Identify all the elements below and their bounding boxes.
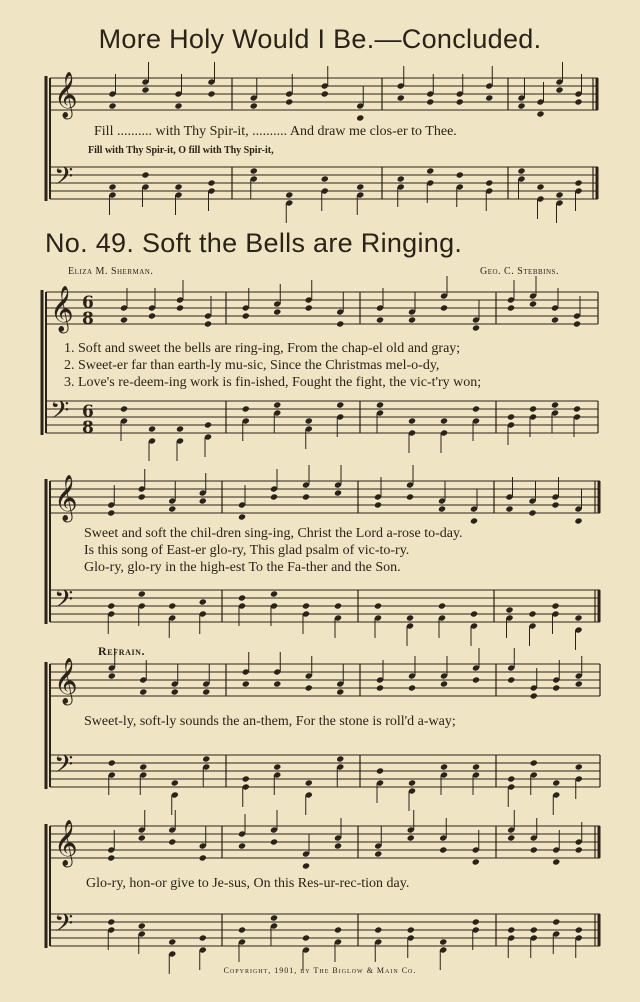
note-head: [138, 834, 146, 841]
note-head: [107, 509, 115, 516]
verse-2-line-2: Is this song of East-er glo-ry, This glad psalm of vic-to-ry.: [84, 543, 410, 558]
note-head: [470, 517, 478, 524]
note-head: [408, 779, 416, 786]
continued-alto-lyric: Fill with Thy Spir-it, O fill with Thy Spir-it,: [88, 145, 274, 156]
note-head: [171, 688, 179, 695]
bass-clef-icon: 𝄢: [50, 396, 70, 431]
note-head: [270, 590, 278, 597]
note-head: [575, 680, 583, 687]
note-head: [397, 94, 405, 101]
note-head: [574, 98, 582, 105]
note-head: [168, 505, 176, 512]
treble-clef-icon: 𝄞: [54, 72, 78, 118]
bass-clef-icon: 𝄢: [54, 909, 74, 944]
treble-clef-icon: 𝄞: [54, 820, 78, 866]
note-head: [376, 316, 384, 323]
note-head: [302, 934, 310, 941]
treble-clef-icon: 𝄞: [50, 286, 74, 332]
note-head: [536, 110, 544, 117]
note-head: [407, 926, 415, 933]
note-head: [242, 775, 250, 782]
note-head: [334, 926, 342, 933]
note-head: [574, 614, 582, 621]
note-head: [472, 763, 480, 770]
note-head: [485, 94, 493, 101]
note-head: [472, 858, 480, 865]
note-head: [456, 98, 464, 105]
note-head: [507, 775, 515, 782]
note-head: [485, 179, 493, 186]
note-head: [285, 98, 293, 105]
note-head: [120, 316, 128, 323]
note-head: [507, 676, 515, 683]
note-head: [302, 862, 310, 869]
note-head: [139, 688, 147, 695]
note-head: [242, 312, 250, 319]
note-head: [107, 918, 115, 925]
note-head: [199, 854, 207, 861]
bass-clef-icon: 𝄢: [54, 162, 74, 197]
note-head: [273, 308, 281, 315]
note-head: [517, 102, 525, 109]
note-head: [552, 858, 560, 865]
note-head: [285, 191, 293, 198]
note-head: [507, 926, 515, 933]
note-head: [530, 759, 538, 766]
note-head: [426, 98, 434, 105]
continued-lyric-line: Fill .......... with Thy Spir-it, .......... And draw me clos-er to Thee.: [94, 124, 457, 139]
note-head: [575, 926, 583, 933]
note-head: [270, 493, 278, 500]
note-head: [336, 688, 344, 695]
treble-clef-icon: 𝄞: [54, 658, 78, 704]
note-head: [530, 846, 538, 853]
note-head: [176, 425, 184, 432]
refrain-line-2: Glo-ry, hon-or give to Je-sus, On this Res-ur-rec-tion day.: [86, 876, 410, 891]
note-head: [139, 763, 147, 770]
note-head: [438, 602, 446, 609]
note-head: [242, 405, 250, 412]
verse-3-line-1: 3. Love's re-deem-ing work is fin-ished, Fought the fight, the vic-t'ry won;: [64, 375, 482, 390]
note-head: [270, 838, 278, 845]
note-head: [536, 183, 544, 190]
note-head: [408, 417, 416, 424]
note-head: [141, 86, 149, 93]
note-head: [472, 676, 480, 683]
note-head: [176, 304, 184, 311]
note-head: [171, 779, 179, 786]
note-head: [529, 405, 537, 412]
note-head: [302, 602, 310, 609]
note-head: [107, 602, 115, 609]
time-signature-top: 6: [82, 293, 94, 313]
note-head: [517, 167, 525, 174]
note-head: [238, 594, 246, 601]
note-head: [397, 175, 405, 182]
note-head: [305, 304, 313, 311]
note-head: [376, 684, 384, 691]
note-head: [336, 401, 344, 408]
note-head: [374, 926, 382, 933]
note-head: [555, 86, 563, 93]
note-head: [356, 183, 364, 190]
note-head: [107, 854, 115, 861]
note-head: [250, 102, 258, 109]
note-head: [108, 183, 116, 190]
note-head: [470, 610, 478, 617]
note-head: [138, 590, 146, 597]
note-head: [334, 842, 342, 849]
note-head: [138, 922, 146, 929]
note-head: [456, 171, 464, 178]
note-head: [530, 692, 538, 699]
note-head: [174, 102, 182, 109]
treble-clef-icon: 𝄞: [54, 475, 78, 521]
note-head: [334, 602, 342, 609]
note-head: [472, 324, 480, 331]
refrain-label: Refrain.: [98, 644, 146, 658]
note-head: [440, 304, 448, 311]
note-head: [356, 114, 364, 121]
note-head: [138, 493, 146, 500]
time-signature-top: 6: [82, 402, 94, 422]
note-head: [507, 413, 515, 420]
note-head: [202, 755, 210, 762]
note-head: [439, 846, 447, 853]
note-head: [199, 497, 207, 504]
note-head: [552, 684, 560, 691]
note-head: [108, 759, 116, 766]
note-head: [439, 938, 447, 945]
note-head: [148, 425, 156, 432]
note-head: [406, 493, 414, 500]
composer-credit: Geo. C. Stebbins.: [480, 266, 559, 277]
note-head: [168, 938, 176, 945]
note-head: [374, 501, 382, 508]
note-head: [207, 90, 215, 97]
note-head: [574, 179, 582, 186]
note-head: [321, 90, 329, 97]
note-head: [555, 191, 563, 198]
note-head: [238, 926, 246, 933]
refrain-line-1: Sweet-ly, soft-ly sounds the an-them, For the stone is roll'd a-way;: [84, 714, 456, 729]
note-head: [528, 610, 536, 617]
note-head: [376, 401, 384, 408]
verse-1-line-2: Sweet and soft the chil-dren sing-ing, Christ the Lord a-rose to-day.: [84, 526, 463, 541]
note-head: [406, 614, 414, 621]
note-head: [551, 602, 559, 609]
note-head: [408, 316, 416, 323]
note-head: [530, 926, 538, 933]
note-head: [238, 842, 246, 849]
note-head: [472, 405, 480, 412]
note-head: [440, 680, 448, 687]
verse-3-line-2: Glo-ry, glo-ry in the high-est To the Fa-ther and the Son.: [84, 560, 401, 575]
note-head: [575, 763, 583, 770]
note-head: [141, 171, 149, 178]
note-head: [273, 401, 281, 408]
note-head: [551, 401, 559, 408]
note-head: [273, 763, 281, 770]
note-head: [242, 680, 250, 687]
note-head: [574, 517, 582, 524]
note-head: [507, 304, 515, 311]
note-head: [270, 914, 278, 921]
note-head: [168, 602, 176, 609]
note-head: [336, 320, 344, 327]
note-head: [438, 505, 446, 512]
note-head: [207, 179, 215, 186]
note-head: [374, 850, 382, 857]
continued-hymn-title: More Holy Would I Be.—Concluded.: [98, 24, 542, 54]
verse-1-line-1: 1. Soft and sweet the bells are ring-ing, From the chap-el old and gray;: [64, 341, 461, 356]
note-head: [305, 417, 313, 424]
note-head: [238, 513, 246, 520]
lyricist-credit: Eliza M. Sherman.: [68, 266, 154, 277]
bass-clef-icon: 𝄢: [54, 750, 74, 785]
note-head: [168, 838, 176, 845]
note-head: [273, 680, 281, 687]
verse-2-line-1: 2. Sweet-er far than earth-ly mu-sic, Since the Christmas mel-o-dy,: [64, 358, 440, 373]
note-head: [120, 405, 128, 412]
note-head: [108, 672, 116, 679]
note-head: [199, 598, 207, 605]
note-head: [575, 846, 583, 853]
note-head: [472, 918, 480, 925]
note-head: [199, 934, 207, 941]
hymn-title: No. 49. Soft the Bells are Ringing.: [45, 228, 463, 258]
note-head: [505, 505, 513, 512]
copyright-notice: Copyright, 1901, by The Biglow & Main Co.: [223, 966, 417, 975]
note-head: [529, 300, 537, 307]
note-head: [250, 167, 258, 174]
bass-clef-icon: 𝄢: [54, 585, 74, 620]
note-head: [202, 688, 210, 695]
note-head: [408, 684, 416, 691]
note-head: [305, 684, 313, 691]
note-head: [174, 183, 182, 190]
note-head: [440, 763, 448, 770]
note-head: [407, 834, 415, 841]
note-head: [204, 320, 212, 327]
note-head: [573, 320, 581, 327]
note-head: [204, 421, 212, 428]
note-head: [551, 316, 559, 323]
note-head: [336, 755, 344, 762]
note-head: [551, 501, 559, 508]
note-head: [552, 918, 560, 925]
note-head: [573, 405, 581, 412]
note-head: [552, 779, 560, 786]
note-head: [374, 602, 382, 609]
time-signature-bottom: 8: [82, 309, 94, 329]
note-head: [376, 767, 384, 774]
note-head: [505, 606, 513, 613]
note-head: [507, 834, 515, 841]
note-head: [426, 167, 434, 174]
note-head: [321, 175, 329, 182]
note-head: [440, 417, 448, 424]
note-head: [305, 779, 313, 786]
note-head: [108, 102, 116, 109]
note-head: [528, 509, 536, 516]
time-signature-bottom: 8: [82, 418, 94, 438]
note-head: [302, 493, 310, 500]
note-head: [148, 312, 156, 319]
note-head: [334, 489, 342, 496]
